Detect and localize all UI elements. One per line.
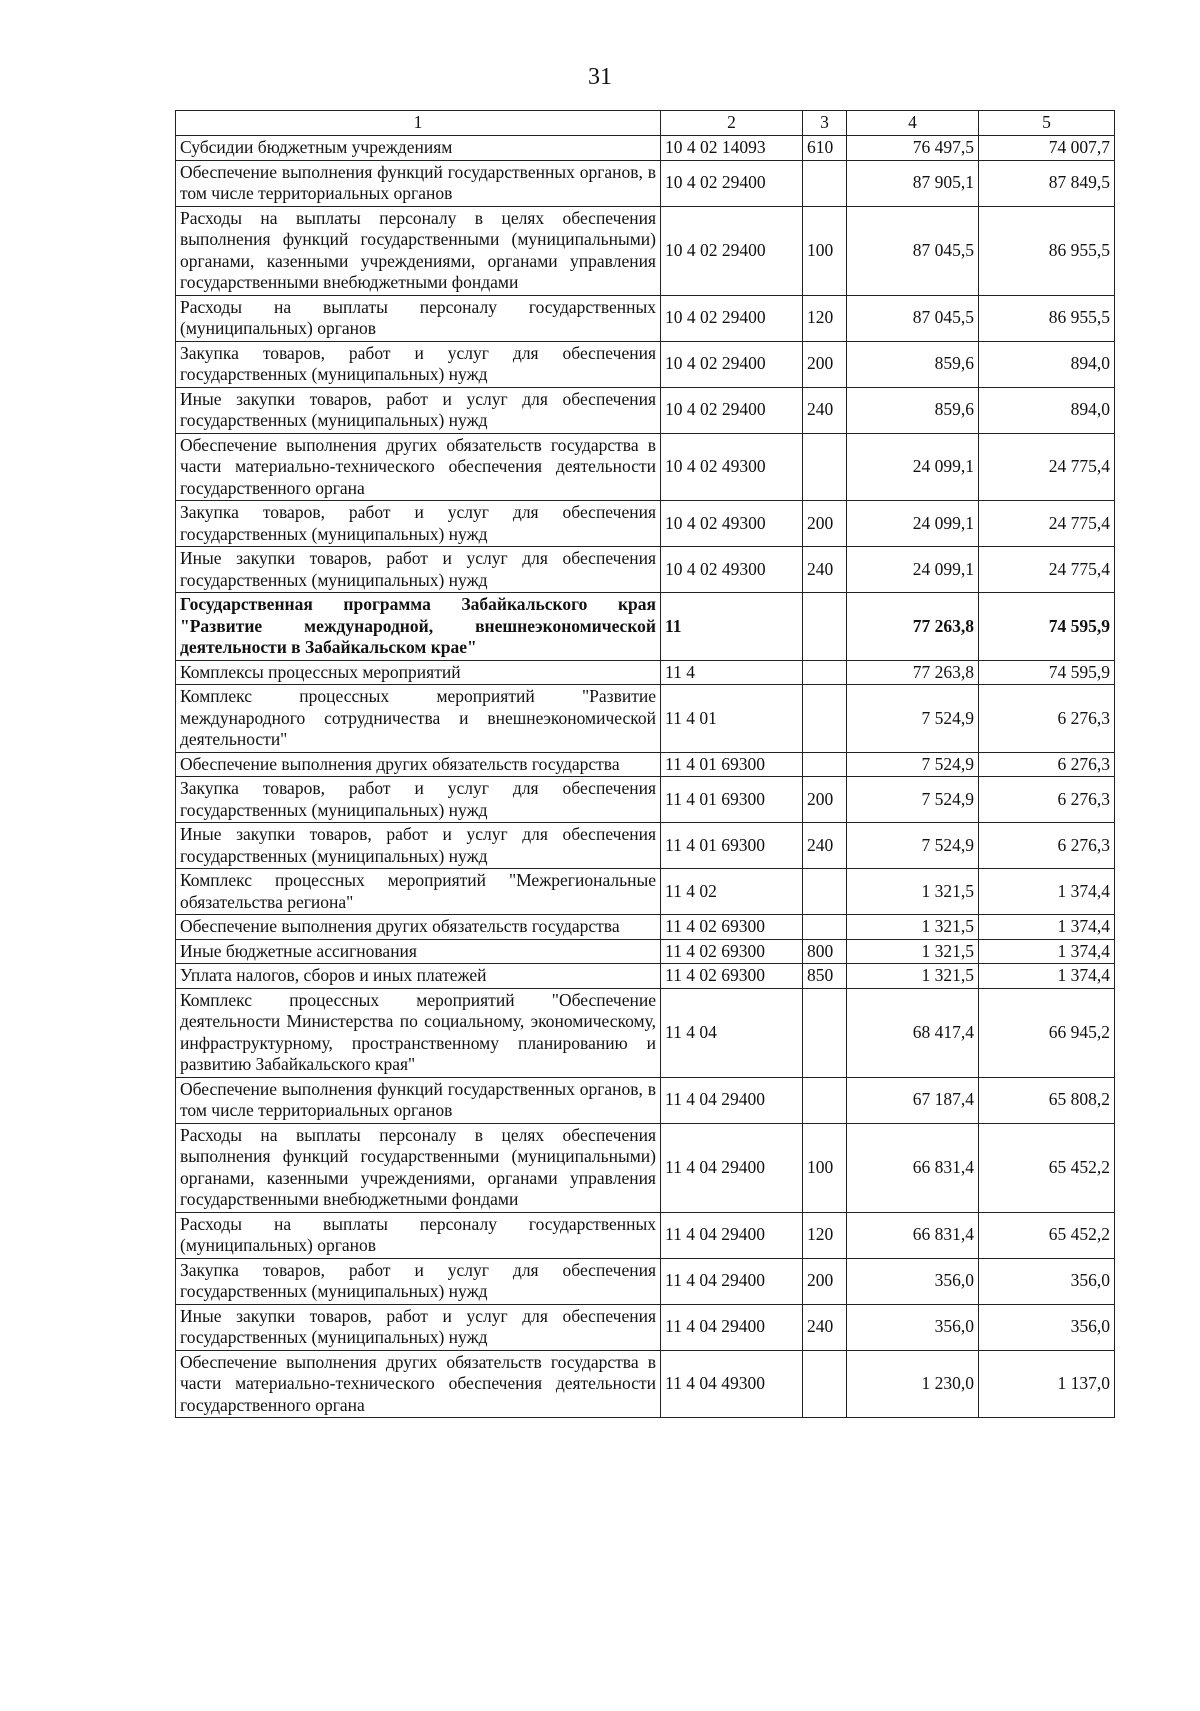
amount-col4-cell: 1 230,0 <box>847 1350 979 1418</box>
expense-name-cell: Иные закупки товаров, работ и услуг для обеспечения государственных (муниципальных) нужд <box>176 547 661 593</box>
table-row <box>176 1258 1115 1304</box>
amount-col4-cell: 66 831,4 <box>847 1212 979 1258</box>
amount-col5-cell: 6 276,3 <box>979 685 1115 753</box>
expense-name-cell: Расходы на выплаты персоналу государственных (муниципальных) органов <box>176 295 661 341</box>
table-row <box>176 1350 1115 1418</box>
expense-name-cell: Закупка товаров, работ и услуг для обеспечения государственных (муниципальных) нужд <box>176 777 661 823</box>
amount-col5-cell: 1 374,4 <box>979 939 1115 964</box>
target-article-code-cell: 10 4 02 29400 <box>661 341 803 387</box>
table-row <box>176 823 1115 869</box>
target-article-code-cell: 10 4 02 29400 <box>661 387 803 433</box>
target-article-code-cell: 11 4 02 69300 <box>661 964 803 989</box>
amount-col5-cell: 87 849,5 <box>979 160 1115 206</box>
expense-name-cell: Комплексы процессных мероприятий <box>176 660 661 685</box>
target-article-code-cell: 10 4 02 29400 <box>661 160 803 206</box>
amount-col4-cell: 87 905,1 <box>847 160 979 206</box>
target-article-code-cell: 11 4 <box>661 660 803 685</box>
target-article-code-cell: 11 4 01 69300 <box>661 752 803 777</box>
column-header-5: 5 <box>979 111 1115 136</box>
target-article-code-cell: 11 4 04 <box>661 988 803 1077</box>
expense-name-cell: Закупка товаров, работ и услуг для обеспечения государственных (муниципальных) нужд <box>176 341 661 387</box>
expense-type-code-cell <box>803 660 847 685</box>
expense-type-code-cell: 800 <box>803 939 847 964</box>
expense-type-code-cell: 850 <box>803 964 847 989</box>
target-article-code-cell: 11 4 02 <box>661 869 803 915</box>
expense-type-code-cell: 240 <box>803 823 847 869</box>
amount-col5-cell: 1 137,0 <box>979 1350 1115 1418</box>
target-article-code-cell: 10 4 02 29400 <box>661 295 803 341</box>
table-row <box>176 964 1115 989</box>
expense-name-cell: Иные закупки товаров, работ и услуг для обеспечения государственных (муниципальных) нужд <box>176 823 661 869</box>
amount-col4-cell: 859,6 <box>847 341 979 387</box>
budget-table-body <box>176 111 1115 1418</box>
amount-col4-cell: 24 099,1 <box>847 547 979 593</box>
target-article-code-cell: 11 <box>661 593 803 661</box>
table-row <box>176 660 1115 685</box>
target-article-code-cell: 11 4 04 29400 <box>661 1123 803 1212</box>
table-row <box>176 295 1115 341</box>
amount-col5-cell: 24 775,4 <box>979 501 1115 547</box>
expense-name-cell: Комплекс процессных мероприятий "Развитие международного сотрудничества и внешнеэкономической деятельности" <box>176 685 661 753</box>
amount-col5-cell: 894,0 <box>979 387 1115 433</box>
target-article-code-cell: 11 4 01 <box>661 685 803 753</box>
amount-col5-cell: 6 276,3 <box>979 823 1115 869</box>
target-article-code-cell: 11 4 04 29400 <box>661 1304 803 1350</box>
amount-col5-cell: 65 808,2 <box>979 1077 1115 1123</box>
target-article-code-cell: 10 4 02 49300 <box>661 433 803 501</box>
table-row <box>176 1123 1115 1212</box>
table-row <box>176 685 1115 753</box>
expense-name-cell: Закупка товаров, работ и услуг для обеспечения государственных (муниципальных) нужд <box>176 501 661 547</box>
amount-col5-cell: 894,0 <box>979 341 1115 387</box>
expense-name-cell: Государственная программа Забайкальского края "Развитие международной, внешнеэкономической деятельности в Забайкальском крае" <box>176 593 661 661</box>
amount-col4-cell: 7 524,9 <box>847 777 979 823</box>
expense-name-cell: Обеспечение выполнения функций государственных органов, в том числе территориальных органов <box>176 160 661 206</box>
table-row <box>176 136 1115 161</box>
expense-type-code-cell: 100 <box>803 206 847 295</box>
expense-type-code-cell: 200 <box>803 1258 847 1304</box>
expense-name-cell: Уплата налогов, сборов и иных платежей <box>176 964 661 989</box>
target-article-code-cell: 10 4 02 49300 <box>661 501 803 547</box>
amount-col5-cell: 6 276,3 <box>979 777 1115 823</box>
amount-col4-cell: 7 524,9 <box>847 823 979 869</box>
target-article-code-cell: 11 4 02 69300 <box>661 939 803 964</box>
amount-col5-cell: 356,0 <box>979 1258 1115 1304</box>
expense-type-code-cell: 610 <box>803 136 847 161</box>
expense-type-code-cell <box>803 160 847 206</box>
amount-col5-cell: 74 595,9 <box>979 593 1115 661</box>
expense-type-code-cell: 240 <box>803 387 847 433</box>
amount-col4-cell: 68 417,4 <box>847 988 979 1077</box>
table-row <box>176 433 1115 501</box>
amount-col4-cell: 66 831,4 <box>847 1123 979 1212</box>
expense-name-cell: Обеспечение выполнения других обязательств государства в части материально-технического обеспечения деятельности государственного органа <box>176 433 661 501</box>
amount-col5-cell: 86 955,5 <box>979 206 1115 295</box>
column-header-3: 3 <box>803 111 847 136</box>
column-header-2: 2 <box>661 111 803 136</box>
table-row <box>176 1212 1115 1258</box>
column-header-1: 1 <box>176 111 661 136</box>
expense-type-code-cell <box>803 1077 847 1123</box>
amount-col5-cell: 65 452,2 <box>979 1123 1115 1212</box>
target-article-code-cell: 10 4 02 29400 <box>661 206 803 295</box>
table-row <box>176 869 1115 915</box>
expense-name-cell: Обеспечение выполнения других обязательств государства в части материально-технического обеспечения деятельности государственного органа <box>176 1350 661 1418</box>
amount-col4-cell: 87 045,5 <box>847 206 979 295</box>
amount-col4-cell: 77 263,8 <box>847 593 979 661</box>
amount-col4-cell: 1 321,5 <box>847 915 979 940</box>
amount-col5-cell: 1 374,4 <box>979 964 1115 989</box>
target-article-code-cell: 11 4 04 49300 <box>661 1350 803 1418</box>
amount-col4-cell: 859,6 <box>847 387 979 433</box>
target-article-code-cell: 11 4 04 29400 <box>661 1258 803 1304</box>
expense-name-cell: Закупка товаров, работ и услуг для обеспечения государственных (муниципальных) нужд <box>176 1258 661 1304</box>
target-article-code-cell: 11 4 04 29400 <box>661 1077 803 1123</box>
page-number: 31 <box>588 64 612 90</box>
amount-col5-cell: 65 452,2 <box>979 1212 1115 1258</box>
table-header-row <box>176 111 1115 136</box>
target-article-code-cell: 11 4 02 69300 <box>661 915 803 940</box>
expense-name-cell: Комплекс процессных мероприятий "Обеспечение деятельности Министерства по социальному, экономическому, инфраструктурному, пространственному планированию и развитию Забайкальского края" <box>176 988 661 1077</box>
expense-type-code-cell: 200 <box>803 341 847 387</box>
expense-name-cell: Субсидии бюджетным учреждениям <box>176 136 661 161</box>
amount-col4-cell: 1 321,5 <box>847 869 979 915</box>
amount-col4-cell: 1 321,5 <box>847 964 979 989</box>
target-article-code-cell: 11 4 04 29400 <box>661 1212 803 1258</box>
target-article-code-cell: 11 4 01 69300 <box>661 777 803 823</box>
amount-col4-cell: 7 524,9 <box>847 752 979 777</box>
table-row <box>176 1304 1115 1350</box>
expense-name-cell: Расходы на выплаты персоналу в целях обеспечения выполнения функций государственными (муниципальными) органами, казенными учреждениями, органами управления государственными внебюджетными фондами <box>176 206 661 295</box>
expense-name-cell: Комплекс процессных мероприятий "Межрегиональные обязательства региона" <box>176 869 661 915</box>
expense-type-code-cell <box>803 1350 847 1418</box>
expense-type-code-cell <box>803 915 847 940</box>
table-row <box>176 547 1115 593</box>
amount-col4-cell: 67 187,4 <box>847 1077 979 1123</box>
expense-type-code-cell <box>803 593 847 661</box>
expense-name-cell: Обеспечение выполнения других обязательств государства <box>176 752 661 777</box>
table-row <box>176 593 1115 661</box>
amount-col4-cell: 76 497,5 <box>847 136 979 161</box>
amount-col4-cell: 1 321,5 <box>847 939 979 964</box>
expense-type-code-cell: 100 <box>803 1123 847 1212</box>
amount-col5-cell: 6 276,3 <box>979 752 1115 777</box>
table-row <box>176 1077 1115 1123</box>
table-row <box>176 752 1115 777</box>
expense-type-code-cell: 200 <box>803 501 847 547</box>
amount-col4-cell: 87 045,5 <box>847 295 979 341</box>
expense-name-cell: Иные закупки товаров, работ и услуг для обеспечения государственных (муниципальных) нужд <box>176 1304 661 1350</box>
amount-col4-cell: 356,0 <box>847 1304 979 1350</box>
amount-col4-cell: 356,0 <box>847 1258 979 1304</box>
table-row <box>176 915 1115 940</box>
table-row <box>176 939 1115 964</box>
expense-type-code-cell <box>803 869 847 915</box>
table-row <box>176 160 1115 206</box>
amount-col5-cell: 1 374,4 <box>979 869 1115 915</box>
expense-type-code-cell: 200 <box>803 777 847 823</box>
amount-col4-cell: 77 263,8 <box>847 660 979 685</box>
amount-col5-cell: 66 945,2 <box>979 988 1115 1077</box>
expense-type-code-cell <box>803 988 847 1077</box>
table-row <box>176 777 1115 823</box>
expense-name-cell: Обеспечение выполнения функций государственных органов, в том числе территориальных органов <box>176 1077 661 1123</box>
expense-type-code-cell: 240 <box>803 547 847 593</box>
amount-col5-cell: 24 775,4 <box>979 547 1115 593</box>
budget-table <box>175 110 1115 1418</box>
expense-name-cell: Иные бюджетные ассигнования <box>176 939 661 964</box>
table-row <box>176 501 1115 547</box>
amount-col5-cell: 74 595,9 <box>979 660 1115 685</box>
table-row <box>176 988 1115 1077</box>
target-article-code-cell: 11 4 01 69300 <box>661 823 803 869</box>
expense-name-cell: Расходы на выплаты персоналу государственных (муниципальных) органов <box>176 1212 661 1258</box>
table-row <box>176 206 1115 295</box>
expense-type-code-cell <box>803 752 847 777</box>
amount-col4-cell: 7 524,9 <box>847 685 979 753</box>
expense-type-code-cell <box>803 433 847 501</box>
expense-name-cell: Расходы на выплаты персоналу в целях обеспечения выполнения функций государственными (муниципальными) органами, казенными учреждениями, органами управления государственными внебюджетными фондами <box>176 1123 661 1212</box>
expense-name-cell: Иные закупки товаров, работ и услуг для обеспечения государственных (муниципальных) нужд <box>176 387 661 433</box>
table-row <box>176 387 1115 433</box>
expense-type-code-cell <box>803 685 847 753</box>
column-header-4: 4 <box>847 111 979 136</box>
target-article-code-cell: 10 4 02 49300 <box>661 547 803 593</box>
amount-col5-cell: 74 007,7 <box>979 136 1115 161</box>
expense-type-code-cell: 240 <box>803 1304 847 1350</box>
amount-col4-cell: 24 099,1 <box>847 501 979 547</box>
expense-name-cell: Обеспечение выполнения других обязательств государства <box>176 915 661 940</box>
expense-type-code-cell: 120 <box>803 1212 847 1258</box>
amount-col5-cell: 24 775,4 <box>979 433 1115 501</box>
amount-col5-cell: 86 955,5 <box>979 295 1115 341</box>
amount-col4-cell: 24 099,1 <box>847 433 979 501</box>
amount-col5-cell: 356,0 <box>979 1304 1115 1350</box>
table-row <box>176 341 1115 387</box>
expense-type-code-cell: 120 <box>803 295 847 341</box>
amount-col5-cell: 1 374,4 <box>979 915 1115 940</box>
target-article-code-cell: 10 4 02 14093 <box>661 136 803 161</box>
